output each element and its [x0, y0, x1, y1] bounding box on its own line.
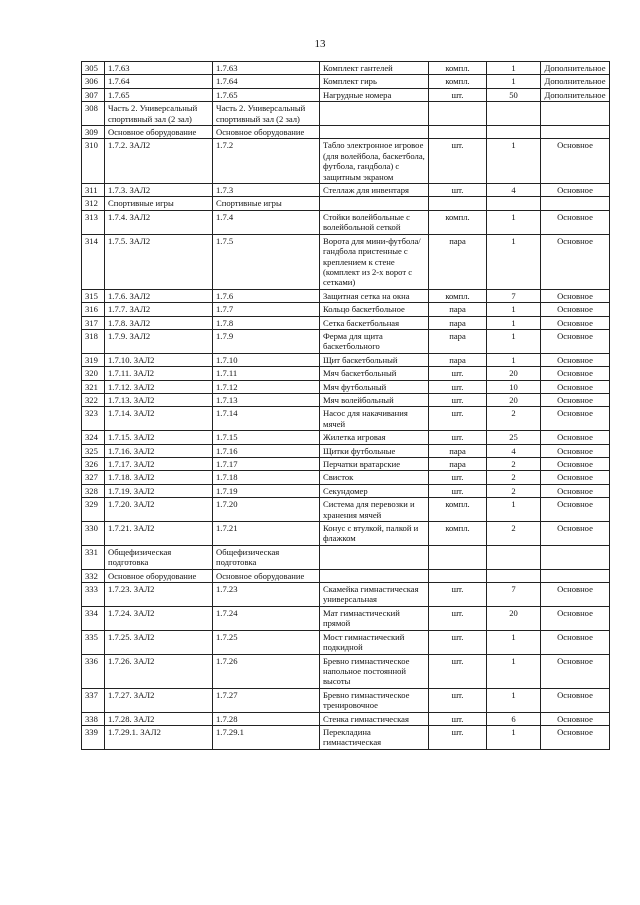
- table-row: [82, 458, 610, 471]
- quantity-cell: 2: [487, 458, 541, 471]
- reference-cell: Основное оборудование: [213, 569, 320, 582]
- quantity-cell: 6: [487, 712, 541, 725]
- row-number-cell: 326: [82, 458, 105, 471]
- unit-cell: компл.: [429, 522, 487, 546]
- unit-cell: пара: [429, 353, 487, 366]
- item-name-cell: Ворота для мини-футбола/гандбола пристенные с креплением к стене (комплект из 2-х ворот с сетками): [320, 234, 429, 289]
- item-name-cell: [320, 569, 429, 582]
- quantity-cell: 20: [487, 606, 541, 630]
- table-row: [82, 139, 610, 184]
- reference-cell: 1.7.63: [213, 62, 320, 75]
- equipment-type-cell: Основное: [541, 444, 610, 457]
- equipment-type-cell: Основное: [541, 688, 610, 712]
- item-code-cell: 1.7.64: [105, 75, 213, 88]
- table-row: [82, 712, 610, 725]
- quantity-cell: 25: [487, 431, 541, 444]
- equipment-type-cell: Основное: [541, 139, 610, 184]
- item-code-cell: 1.7.18. ЗАЛ2: [105, 471, 213, 484]
- reference-cell: 1.7.29.1: [213, 725, 320, 749]
- row-number-cell: 319: [82, 353, 105, 366]
- row-number-cell: 307: [82, 88, 105, 101]
- unit-cell: шт.: [429, 431, 487, 444]
- unit-cell: шт.: [429, 367, 487, 380]
- table-row: [82, 393, 610, 406]
- unit-cell: пара: [429, 316, 487, 329]
- row-number-cell: 328: [82, 484, 105, 497]
- item-name-cell: Свисток: [320, 471, 429, 484]
- table-row: [82, 88, 610, 101]
- row-number-cell: 317: [82, 316, 105, 329]
- quantity-cell: 7: [487, 583, 541, 607]
- row-number-cell: 305: [82, 62, 105, 75]
- reference-cell: 1.7.19: [213, 484, 320, 497]
- item-name-cell: Перекладина гимнастическая: [320, 725, 429, 749]
- reference-cell: 1.7.20: [213, 498, 320, 522]
- table-row: [82, 353, 610, 366]
- row-number-cell: 306: [82, 75, 105, 88]
- equipment-type-cell: Основное: [541, 329, 610, 353]
- unit-cell: шт.: [429, 725, 487, 749]
- unit-cell: компл.: [429, 289, 487, 302]
- reference-cell: 1.7.12: [213, 380, 320, 393]
- reference-cell: Часть 2. Универсальный спортивный зал (2 зал): [213, 102, 320, 126]
- equipment-type-cell: [541, 569, 610, 582]
- unit-cell: компл.: [429, 498, 487, 522]
- unit-cell: шт.: [429, 184, 487, 197]
- reference-cell: 1.7.16: [213, 444, 320, 457]
- row-number-cell: 338: [82, 712, 105, 725]
- item-code-cell: 1.7.24. ЗАЛ2: [105, 606, 213, 630]
- item-code-cell: 1.7.28. ЗАЛ2: [105, 712, 213, 725]
- item-name-cell: Ферма для щита баскетбольного: [320, 329, 429, 353]
- table-row: [82, 210, 610, 234]
- table-row: [82, 367, 610, 380]
- table-row: [82, 688, 610, 712]
- quantity-cell: [487, 197, 541, 210]
- item-code-cell: Общефизическая подготовка: [105, 545, 213, 569]
- reference-cell: Общефизическая подготовка: [213, 545, 320, 569]
- quantity-cell: 1: [487, 234, 541, 289]
- item-code-cell: Основное оборудование: [105, 126, 213, 139]
- quantity-cell: 1: [487, 62, 541, 75]
- item-code-cell: 1.7.15. ЗАЛ2: [105, 431, 213, 444]
- unit-cell: компл.: [429, 75, 487, 88]
- quantity-cell: 7: [487, 289, 541, 302]
- reference-cell: 1.7.4: [213, 210, 320, 234]
- item-name-cell: [320, 126, 429, 139]
- row-number-cell: 329: [82, 498, 105, 522]
- table-row: [82, 471, 610, 484]
- table-row: [82, 234, 610, 289]
- item-name-cell: Щитки футбольные: [320, 444, 429, 457]
- table-row: [82, 75, 610, 88]
- item-name-cell: Стенка гимнастическая: [320, 712, 429, 725]
- unit-cell: пара: [429, 444, 487, 457]
- item-code-cell: 1.7.16. ЗАЛ2: [105, 444, 213, 457]
- item-name-cell: Бревно гимнастическое тренировочное: [320, 688, 429, 712]
- item-code-cell: 1.7.13. ЗАЛ2: [105, 393, 213, 406]
- reference-cell: 1.7.28: [213, 712, 320, 725]
- item-name-cell: Перчатки вратарские: [320, 458, 429, 471]
- item-code-cell: 1.7.4. ЗАЛ2: [105, 210, 213, 234]
- quantity-cell: 1: [487, 210, 541, 234]
- item-name-cell: Секундомер: [320, 484, 429, 497]
- quantity-cell: 20: [487, 367, 541, 380]
- row-number-cell: 325: [82, 444, 105, 457]
- quantity-cell: 2: [487, 484, 541, 497]
- table-row: [82, 484, 610, 497]
- item-name-cell: Система для перевозки и хранения мячей: [320, 498, 429, 522]
- table-row: [82, 184, 610, 197]
- equipment-type-cell: Основное: [541, 630, 610, 654]
- equipment-type-cell: [541, 197, 610, 210]
- equipment-type-cell: Дополнительное: [541, 62, 610, 75]
- unit-cell: шт.: [429, 484, 487, 497]
- reference-cell: 1.7.26: [213, 654, 320, 688]
- item-name-cell: Мяч футбольный: [320, 380, 429, 393]
- row-number-cell: 315: [82, 289, 105, 302]
- unit-cell: пара: [429, 303, 487, 316]
- reference-cell: Спортивные игры: [213, 197, 320, 210]
- reference-cell: 1.7.2: [213, 139, 320, 184]
- item-name-cell: Насос для накачивания мячей: [320, 407, 429, 431]
- row-number-cell: 311: [82, 184, 105, 197]
- unit-cell: шт.: [429, 139, 487, 184]
- table-row: [82, 316, 610, 329]
- equipment-type-cell: Основное: [541, 210, 610, 234]
- equipment-type-cell: [541, 102, 610, 126]
- item-name-cell: Стеллаж для инвентаря: [320, 184, 429, 197]
- row-number-cell: 309: [82, 126, 105, 139]
- table-row: [82, 329, 610, 353]
- item-code-cell: 1.7.12. ЗАЛ2: [105, 380, 213, 393]
- equipment-type-cell: Основное: [541, 471, 610, 484]
- equipment-type-cell: Дополнительное: [541, 88, 610, 101]
- quantity-cell: 1: [487, 654, 541, 688]
- table-row: [82, 522, 610, 546]
- equipment-type-cell: Дополнительное: [541, 75, 610, 88]
- row-number-cell: 310: [82, 139, 105, 184]
- reference-cell: 1.7.21: [213, 522, 320, 546]
- equipment-type-cell: Основное: [541, 725, 610, 749]
- table-row: [82, 289, 610, 302]
- equipment-type-cell: Основное: [541, 606, 610, 630]
- item-name-cell: Мост гимнастический подкидной: [320, 630, 429, 654]
- item-name-cell: [320, 197, 429, 210]
- row-number-cell: 334: [82, 606, 105, 630]
- table-row: [82, 102, 610, 126]
- item-code-cell: 1.7.27. ЗАЛ2: [105, 688, 213, 712]
- equipment-type-cell: Основное: [541, 380, 610, 393]
- item-code-cell: 1.7.23. ЗАЛ2: [105, 583, 213, 607]
- item-name-cell: Сетка баскетбольная: [320, 316, 429, 329]
- item-name-cell: Мяч волейбольный: [320, 393, 429, 406]
- item-code-cell: 1.7.20. ЗАЛ2: [105, 498, 213, 522]
- reference-cell: 1.7.24: [213, 606, 320, 630]
- table-row: [82, 569, 610, 582]
- equipment-type-cell: Основное: [541, 522, 610, 546]
- reference-cell: 1.7.17: [213, 458, 320, 471]
- reference-cell: 1.7.10: [213, 353, 320, 366]
- reference-cell: 1.7.5: [213, 234, 320, 289]
- quantity-cell: 1: [487, 329, 541, 353]
- equipment-type-cell: Основное: [541, 458, 610, 471]
- page-number: 13: [314, 38, 326, 50]
- unit-cell: шт.: [429, 407, 487, 431]
- item-code-cell: 1.7.14. ЗАЛ2: [105, 407, 213, 431]
- row-number-cell: 332: [82, 569, 105, 582]
- item-code-cell: 1.7.63: [105, 62, 213, 75]
- item-code-cell: 1.7.11. ЗАЛ2: [105, 367, 213, 380]
- item-name-cell: [320, 545, 429, 569]
- unit-cell: компл.: [429, 62, 487, 75]
- equipment-type-cell: Основное: [541, 654, 610, 688]
- unit-cell: [429, 569, 487, 582]
- reference-cell: 1.7.14: [213, 407, 320, 431]
- item-name-cell: Кольцо баскетбольное: [320, 303, 429, 316]
- equipment-type-cell: Основное: [541, 184, 610, 197]
- equipment-type-cell: Основное: [541, 367, 610, 380]
- quantity-cell: 2: [487, 407, 541, 431]
- row-number-cell: 314: [82, 234, 105, 289]
- equipment-type-cell: Основное: [541, 498, 610, 522]
- item-code-cell: Основное оборудование: [105, 569, 213, 582]
- equipment-table: [81, 61, 610, 750]
- quantity-cell: 20: [487, 393, 541, 406]
- table-row: [82, 630, 610, 654]
- equipment-type-cell: Основное: [541, 353, 610, 366]
- quantity-cell: 1: [487, 316, 541, 329]
- unit-cell: шт.: [429, 471, 487, 484]
- item-code-cell: Часть 2. Универсальный спортивный зал (2 зал): [105, 102, 213, 126]
- table-row: [82, 545, 610, 569]
- reference-cell: 1.7.3: [213, 184, 320, 197]
- item-code-cell: 1.7.7. ЗАЛ2: [105, 303, 213, 316]
- unit-cell: компл.: [429, 210, 487, 234]
- row-number-cell: 337: [82, 688, 105, 712]
- equipment-type-cell: Основное: [541, 289, 610, 302]
- unit-cell: шт.: [429, 88, 487, 101]
- row-number-cell: 318: [82, 329, 105, 353]
- unit-cell: шт.: [429, 380, 487, 393]
- equipment-type-cell: Основное: [541, 712, 610, 725]
- reference-cell: 1.7.18: [213, 471, 320, 484]
- item-code-cell: 1.7.5. ЗАЛ2: [105, 234, 213, 289]
- item-code-cell: 1.7.3. ЗАЛ2: [105, 184, 213, 197]
- equipment-type-cell: Основное: [541, 393, 610, 406]
- item-code-cell: Спортивные игры: [105, 197, 213, 210]
- equipment-type-cell: Основное: [541, 316, 610, 329]
- row-number-cell: 316: [82, 303, 105, 316]
- table-row: [82, 444, 610, 457]
- reference-cell: 1.7.11: [213, 367, 320, 380]
- table-row: [82, 725, 610, 749]
- reference-cell: 1.7.15: [213, 431, 320, 444]
- unit-cell: [429, 545, 487, 569]
- item-name-cell: Защитная сетка на окна: [320, 289, 429, 302]
- table-row: [82, 654, 610, 688]
- item-name-cell: Мат гимнастический прямой: [320, 606, 429, 630]
- row-number-cell: 321: [82, 380, 105, 393]
- item-code-cell: 1.7.29.1. ЗАЛ2: [105, 725, 213, 749]
- item-code-cell: 1.7.65: [105, 88, 213, 101]
- row-number-cell: 336: [82, 654, 105, 688]
- item-name-cell: Скамейка гимнастическая универсальная: [320, 583, 429, 607]
- quantity-cell: 1: [487, 303, 541, 316]
- item-code-cell: 1.7.6. ЗАЛ2: [105, 289, 213, 302]
- unit-cell: шт.: [429, 654, 487, 688]
- row-number-cell: 335: [82, 630, 105, 654]
- reference-cell: 1.7.64: [213, 75, 320, 88]
- quantity-cell: 4: [487, 444, 541, 457]
- table-row: [82, 431, 610, 444]
- item-code-cell: 1.7.9. ЗАЛ2: [105, 329, 213, 353]
- reference-cell: 1.7.25: [213, 630, 320, 654]
- table-row: [82, 606, 610, 630]
- quantity-cell: [487, 545, 541, 569]
- equipment-type-cell: Основное: [541, 484, 610, 497]
- row-number-cell: 339: [82, 725, 105, 749]
- row-number-cell: 331: [82, 545, 105, 569]
- row-number-cell: 323: [82, 407, 105, 431]
- quantity-cell: 1: [487, 630, 541, 654]
- item-name-cell: Конус с втулкой, палкой и флажком: [320, 522, 429, 546]
- item-name-cell: Стойки волейбольные с волейбольной сеткой: [320, 210, 429, 234]
- reference-cell: 1.7.65: [213, 88, 320, 101]
- item-name-cell: Комплект гантелей: [320, 62, 429, 75]
- table-row: [82, 303, 610, 316]
- row-number-cell: 313: [82, 210, 105, 234]
- unit-cell: пара: [429, 329, 487, 353]
- unit-cell: шт.: [429, 712, 487, 725]
- row-number-cell: 330: [82, 522, 105, 546]
- quantity-cell: 1: [487, 139, 541, 184]
- reference-cell: 1.7.9: [213, 329, 320, 353]
- reference-cell: 1.7.13: [213, 393, 320, 406]
- item-code-cell: 1.7.26. ЗАЛ2: [105, 654, 213, 688]
- quantity-cell: 2: [487, 471, 541, 484]
- equipment-type-cell: Основное: [541, 431, 610, 444]
- unit-cell: шт.: [429, 606, 487, 630]
- equipment-type-cell: Основное: [541, 407, 610, 431]
- item-name-cell: Комплект гирь: [320, 75, 429, 88]
- reference-cell: 1.7.7: [213, 303, 320, 316]
- row-number-cell: 333: [82, 583, 105, 607]
- reference-cell: Основное оборудование: [213, 126, 320, 139]
- item-code-cell: 1.7.8. ЗАЛ2: [105, 316, 213, 329]
- item-code-cell: 1.7.10. ЗАЛ2: [105, 353, 213, 366]
- unit-cell: [429, 197, 487, 210]
- quantity-cell: 1: [487, 75, 541, 88]
- table-row: [82, 126, 610, 139]
- row-number-cell: 327: [82, 471, 105, 484]
- reference-cell: 1.7.6: [213, 289, 320, 302]
- unit-cell: пара: [429, 458, 487, 471]
- quantity-cell: 4: [487, 184, 541, 197]
- equipment-type-cell: [541, 545, 610, 569]
- equipment-type-cell: Основное: [541, 583, 610, 607]
- unit-cell: шт.: [429, 393, 487, 406]
- quantity-cell: 1: [487, 725, 541, 749]
- quantity-cell: 50: [487, 88, 541, 101]
- quantity-cell: [487, 102, 541, 126]
- table-row: [82, 62, 610, 75]
- item-code-cell: 1.7.17. ЗАЛ2: [105, 458, 213, 471]
- quantity-cell: [487, 569, 541, 582]
- quantity-cell: [487, 126, 541, 139]
- item-name-cell: Щит баскетбольный: [320, 353, 429, 366]
- item-code-cell: 1.7.2. ЗАЛ2: [105, 139, 213, 184]
- reference-cell: 1.7.8: [213, 316, 320, 329]
- row-number-cell: 322: [82, 393, 105, 406]
- equipment-type-cell: Основное: [541, 234, 610, 289]
- item-code-cell: 1.7.21. ЗАЛ2: [105, 522, 213, 546]
- reference-cell: 1.7.27: [213, 688, 320, 712]
- item-code-cell: 1.7.25. ЗАЛ2: [105, 630, 213, 654]
- unit-cell: [429, 126, 487, 139]
- row-number-cell: 320: [82, 367, 105, 380]
- row-number-cell: 308: [82, 102, 105, 126]
- equipment-type-cell: Основное: [541, 303, 610, 316]
- row-number-cell: 324: [82, 431, 105, 444]
- row-number-cell: 312: [82, 197, 105, 210]
- table-row: [82, 407, 610, 431]
- quantity-cell: 1: [487, 498, 541, 522]
- item-name-cell: [320, 102, 429, 126]
- item-name-cell: Мяч баскетбольный: [320, 367, 429, 380]
- table-row: [82, 498, 610, 522]
- quantity-cell: 10: [487, 380, 541, 393]
- unit-cell: пара: [429, 234, 487, 289]
- item-name-cell: Табло электронное игровое (для волейбола, баскетбола, футбола, гандбола) с защитным экраном: [320, 139, 429, 184]
- quantity-cell: 1: [487, 688, 541, 712]
- unit-cell: шт.: [429, 688, 487, 712]
- table-row: [82, 197, 610, 210]
- table-row: [82, 380, 610, 393]
- reference-cell: 1.7.23: [213, 583, 320, 607]
- item-name-cell: Бревно гимнастическое напольное постоянной высоты: [320, 654, 429, 688]
- item-code-cell: 1.7.19. ЗАЛ2: [105, 484, 213, 497]
- unit-cell: шт.: [429, 583, 487, 607]
- quantity-cell: 1: [487, 353, 541, 366]
- unit-cell: шт.: [429, 630, 487, 654]
- equipment-type-cell: [541, 126, 610, 139]
- quantity-cell: 2: [487, 522, 541, 546]
- item-name-cell: Жилетка игровая: [320, 431, 429, 444]
- unit-cell: [429, 102, 487, 126]
- table-row: [82, 583, 610, 607]
- item-name-cell: Нагрудные номера: [320, 88, 429, 101]
